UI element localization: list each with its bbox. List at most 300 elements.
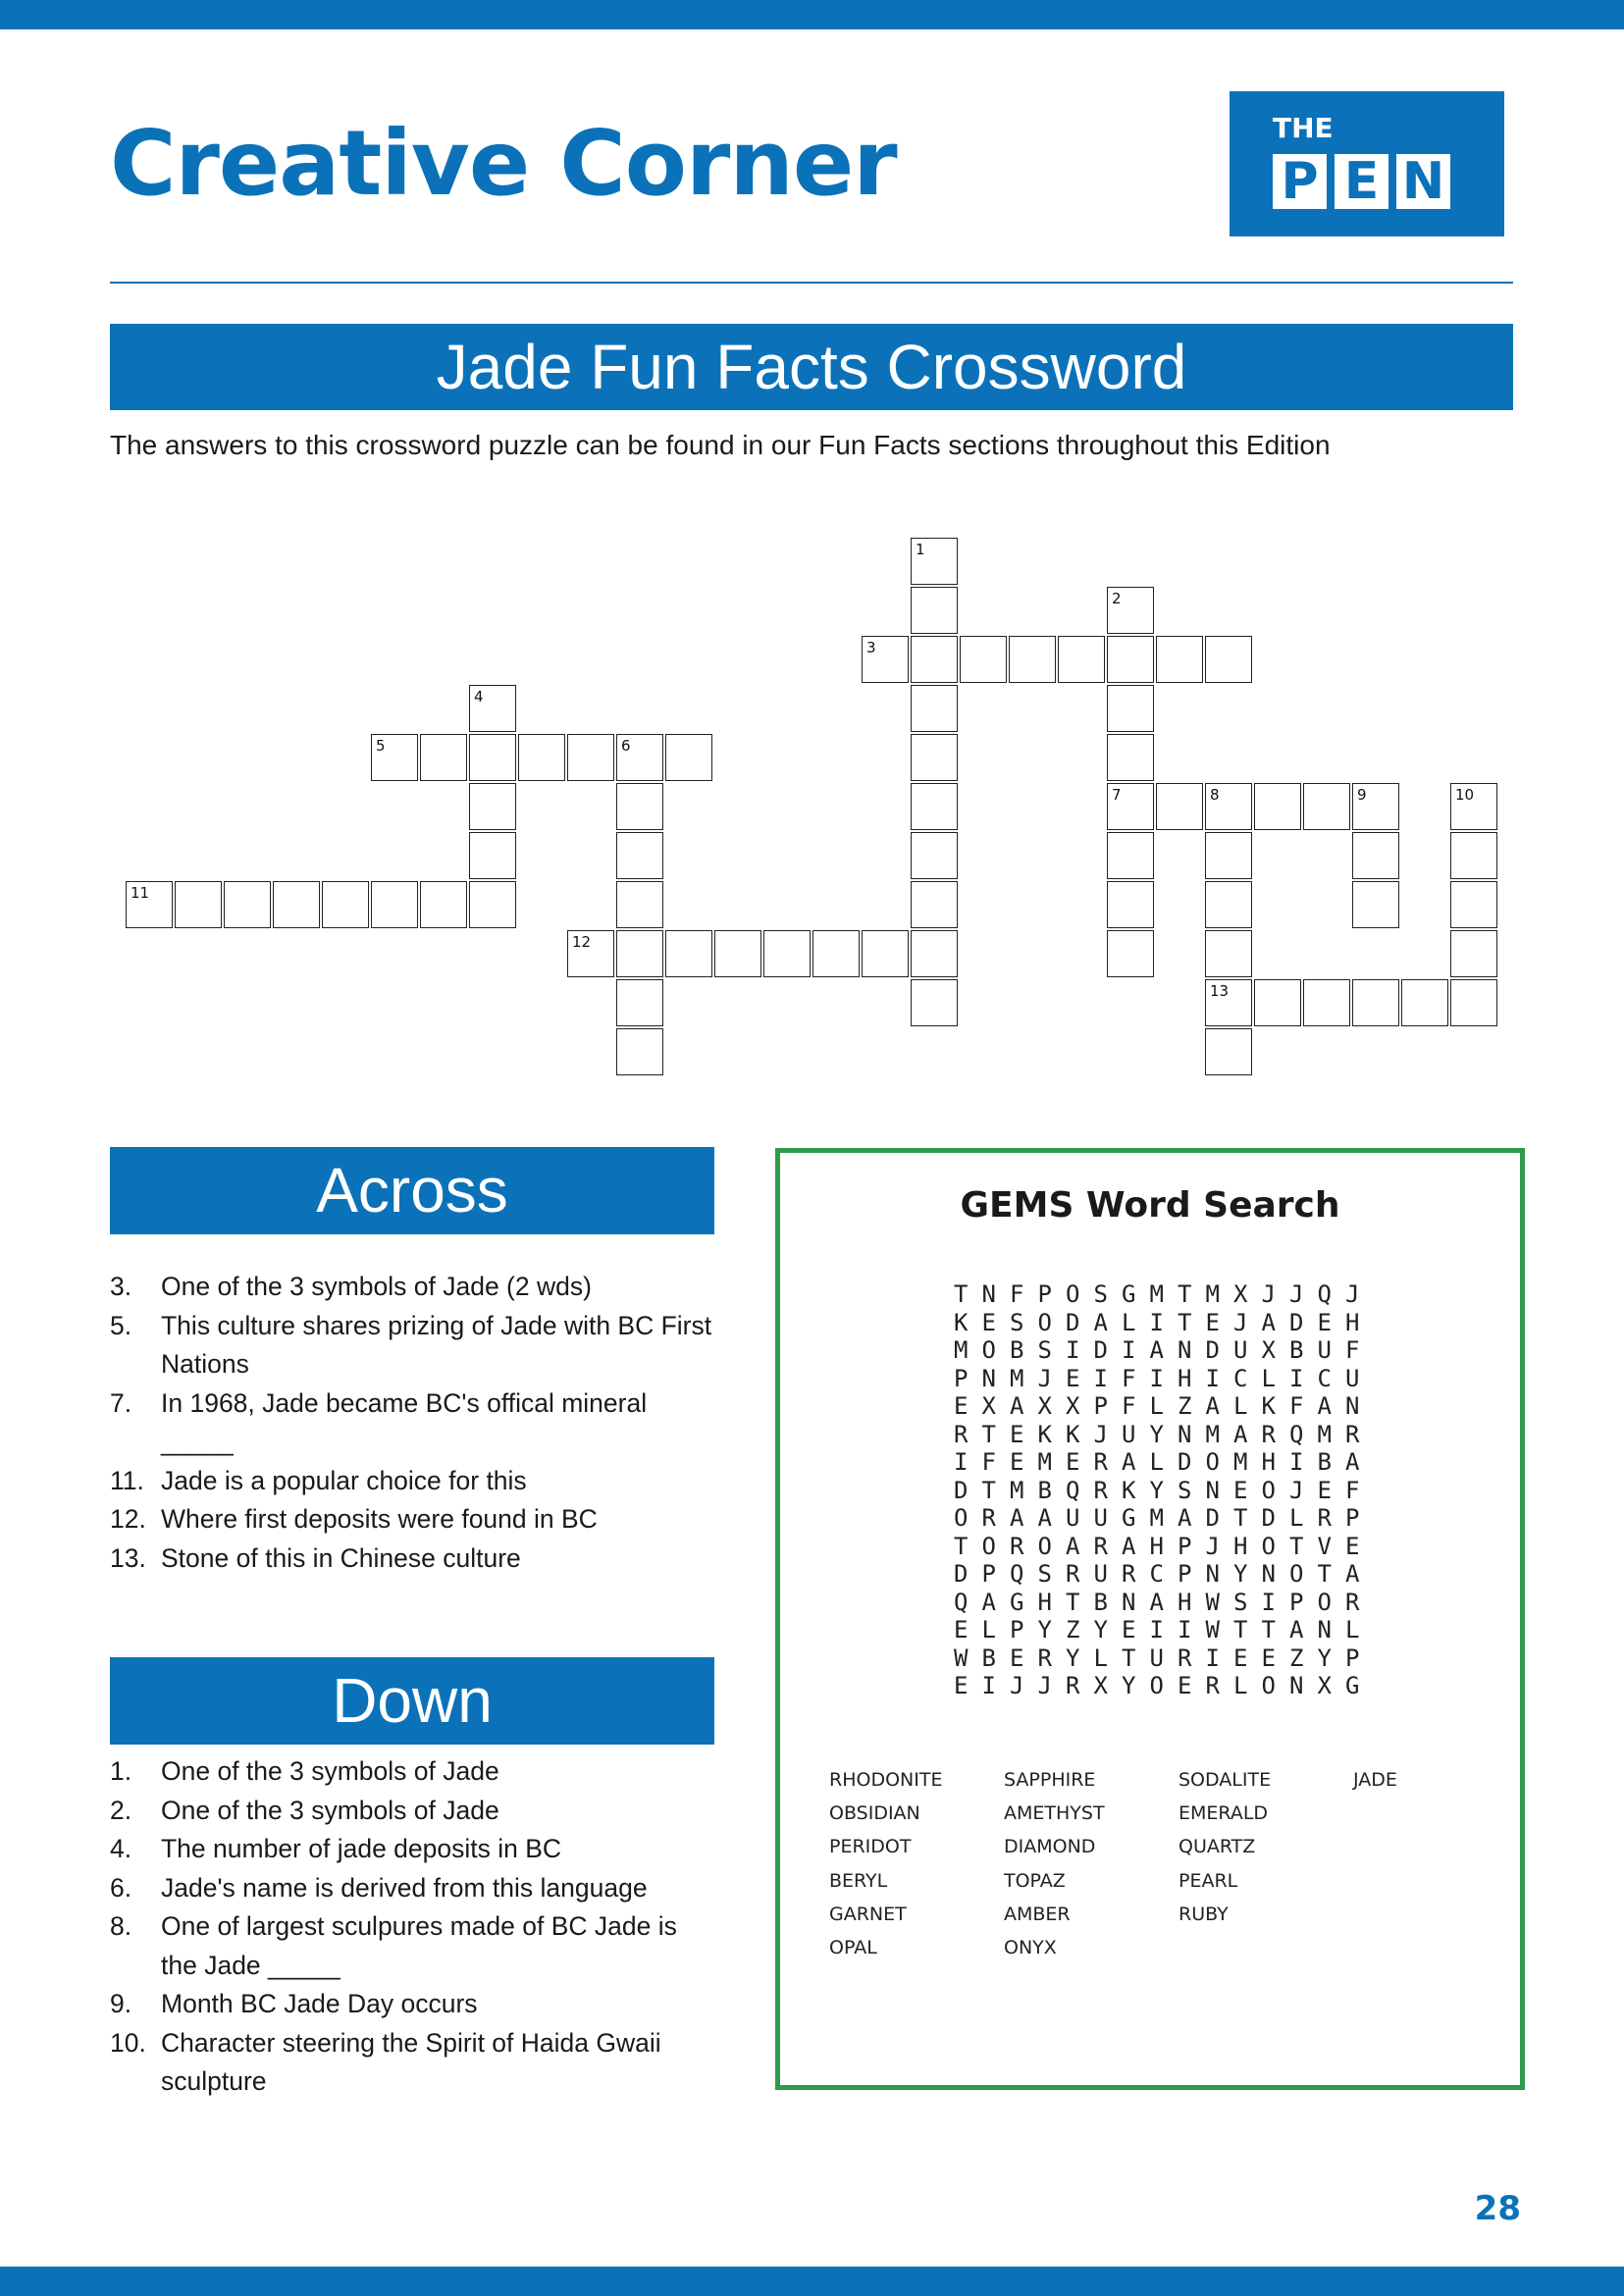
crossword-cell[interactable] [371, 881, 418, 928]
word-search-letter[interactable]: T [1233, 1504, 1248, 1532]
word-search-letter[interactable]: O [954, 1504, 969, 1532]
word-search-letter[interactable]: I [1149, 1308, 1164, 1336]
word-search-letter[interactable]: A [1233, 1420, 1248, 1448]
word-search-letter[interactable]: Y [1122, 1672, 1136, 1699]
word-search-letter[interactable]: N [1261, 1560, 1276, 1588]
crossword-cell[interactable] [911, 881, 958, 928]
crossword-cell[interactable] [1107, 881, 1154, 928]
word-search-letter[interactable]: H [1149, 1532, 1164, 1560]
word-search-letter[interactable]: L [1233, 1392, 1248, 1420]
word-search-letter[interactable]: Q [1010, 1560, 1024, 1588]
word-search-letter[interactable]: A [1093, 1308, 1108, 1336]
word-search-letter[interactable]: E [1261, 1644, 1276, 1672]
crossword-cell[interactable] [862, 930, 909, 977]
word-search-letter[interactable]: D [954, 1476, 969, 1504]
word-search-letter[interactable]: Y [1149, 1476, 1164, 1504]
word-search-letter[interactable]: Q [1317, 1280, 1332, 1308]
word-search-letter[interactable]: P [1345, 1644, 1360, 1672]
word-search-letter[interactable]: T [1261, 1616, 1276, 1644]
word-search-letter[interactable]: A [1066, 1532, 1080, 1560]
word-search-letter[interactable]: S [1178, 1476, 1192, 1504]
word-search-letter[interactable]: L [1093, 1644, 1108, 1672]
word-search-letter[interactable]: R [1037, 1644, 1052, 1672]
word-search-letter[interactable]: S [1233, 1588, 1248, 1616]
word-search-letter[interactable]: U [1122, 1420, 1136, 1448]
word-search-letter[interactable]: E [954, 1616, 969, 1644]
crossword-cell[interactable] [175, 881, 222, 928]
word-search-letter[interactable]: M [1317, 1420, 1332, 1448]
word-search-letter[interactable]: A [1178, 1504, 1192, 1532]
crossword-cell[interactable] [1156, 636, 1203, 683]
word-search-letter[interactable]: N [1289, 1672, 1304, 1699]
word-search-letter[interactable]: R [1066, 1672, 1080, 1699]
word-search-letter[interactable]: O [981, 1336, 996, 1364]
word-search-letter[interactable]: P [954, 1364, 969, 1392]
word-search-letter[interactable]: W [1205, 1616, 1220, 1644]
crossword-cell[interactable] [1205, 636, 1252, 683]
crossword-cell[interactable] [1107, 930, 1154, 977]
word-search-letter[interactable]: R [954, 1420, 969, 1448]
word-search-letter[interactable]: D [1066, 1308, 1080, 1336]
word-search-letter[interactable]: S [1037, 1560, 1052, 1588]
word-search-letter[interactable]: O [1205, 1448, 1220, 1476]
word-search-letter[interactable]: J [1037, 1672, 1052, 1699]
word-search-letter[interactable]: F [981, 1448, 996, 1476]
word-search-letter[interactable]: E [954, 1672, 969, 1699]
crossword-cell[interactable] [665, 734, 712, 781]
word-search-letter[interactable]: B [1093, 1588, 1108, 1616]
crossword-cell[interactable] [616, 881, 663, 928]
word-search-letter[interactable]: B [981, 1644, 996, 1672]
word-search-letter[interactable]: N [1122, 1588, 1136, 1616]
crossword-cell[interactable] [911, 538, 958, 585]
word-search-letter[interactable]: U [1066, 1504, 1080, 1532]
word-search-letter[interactable]: C [1317, 1364, 1332, 1392]
word-search-letter[interactable]: P [1037, 1280, 1052, 1308]
word-search-letter[interactable]: A [1149, 1336, 1164, 1364]
word-search-letter[interactable]: A [1010, 1504, 1024, 1532]
word-search-letter[interactable]: X [981, 1392, 996, 1420]
word-search-letter[interactable]: Z [1066, 1616, 1080, 1644]
word-search-letter[interactable]: U [1233, 1336, 1248, 1364]
word-search-letter[interactable]: Y [1149, 1420, 1164, 1448]
word-search-letter[interactable]: N [1205, 1560, 1220, 1588]
crossword-cell[interactable] [1205, 1028, 1252, 1075]
word-search-letter[interactable]: E [1066, 1364, 1080, 1392]
crossword-cell[interactable] [763, 930, 811, 977]
word-search-letter[interactable]: O [1149, 1672, 1164, 1699]
crossword-cell[interactable] [1450, 979, 1497, 1026]
word-search-letter[interactable]: O [1037, 1532, 1052, 1560]
word-search-letter[interactable]: T [1178, 1280, 1192, 1308]
word-search-letter[interactable]: E [1178, 1672, 1192, 1699]
word-search-letter[interactable]: B [1010, 1336, 1024, 1364]
word-search-letter[interactable]: Z [1289, 1644, 1304, 1672]
crossword-cell[interactable] [1254, 783, 1301, 830]
word-search-letter[interactable]: T [1122, 1644, 1136, 1672]
word-search-letter[interactable]: R [1066, 1560, 1080, 1588]
crossword-cell[interactable] [911, 783, 958, 830]
word-search-letter[interactable]: A [1037, 1504, 1052, 1532]
crossword-cell[interactable] [1352, 783, 1399, 830]
word-search-letter[interactable]: M [954, 1336, 969, 1364]
word-search-letter[interactable]: N [981, 1364, 996, 1392]
crossword-cell[interactable] [1450, 783, 1497, 830]
word-search-letter[interactable]: R [981, 1504, 996, 1532]
crossword-cell[interactable] [1156, 783, 1203, 830]
word-search-letter[interactable]: P [1178, 1560, 1192, 1588]
crossword-cell[interactable] [273, 881, 320, 928]
word-search-letter[interactable]: J [1205, 1532, 1220, 1560]
word-search-letter[interactable]: J [1093, 1420, 1108, 1448]
word-search-letter[interactable]: I [954, 1448, 969, 1476]
word-search-letter[interactable]: P [1345, 1504, 1360, 1532]
word-search-letter[interactable]: Q [954, 1588, 969, 1616]
word-search-letter[interactable]: Y [1037, 1616, 1052, 1644]
word-search-letter[interactable]: X [1037, 1392, 1052, 1420]
word-search-letter[interactable]: W [954, 1644, 969, 1672]
word-search-letter[interactable]: N [1178, 1336, 1192, 1364]
crossword-cell[interactable] [469, 734, 516, 781]
word-search-letter[interactable]: H [1345, 1308, 1360, 1336]
word-search-letter[interactable]: T [954, 1532, 969, 1560]
word-search-letter[interactable]: U [1093, 1560, 1108, 1588]
word-search-letter[interactable]: M [1037, 1448, 1052, 1476]
word-search-letter[interactable]: B [1289, 1336, 1304, 1364]
word-search-letter[interactable]: O [1261, 1532, 1276, 1560]
word-search-letter[interactable]: J [1261, 1280, 1276, 1308]
word-search-letter[interactable]: D [1178, 1448, 1192, 1476]
word-search-letter[interactable]: Z [1178, 1392, 1192, 1420]
word-search-letter[interactable]: T [981, 1420, 996, 1448]
word-search-letter[interactable]: G [1010, 1588, 1024, 1616]
word-search-letter[interactable]: F [1289, 1392, 1304, 1420]
crossword-cell[interactable] [714, 930, 761, 977]
crossword-cell[interactable] [1205, 979, 1252, 1026]
crossword-cell[interactable] [1303, 979, 1350, 1026]
word-search-letter[interactable]: X [1093, 1672, 1108, 1699]
word-search-letter[interactable]: I [1066, 1336, 1080, 1364]
crossword-cell[interactable] [911, 979, 958, 1026]
crossword-cell[interactable] [616, 930, 663, 977]
word-search-letter[interactable]: O [1261, 1476, 1276, 1504]
word-search-letter[interactable]: P [1289, 1588, 1304, 1616]
word-search-letter[interactable]: A [1345, 1448, 1360, 1476]
crossword-cell[interactable] [1450, 881, 1497, 928]
word-search-letter[interactable]: D [1261, 1504, 1276, 1532]
word-search-letter[interactable]: I [1122, 1336, 1136, 1364]
crossword-cell[interactable] [1254, 979, 1301, 1026]
word-search-letter[interactable]: F [1010, 1280, 1024, 1308]
word-search-letter[interactable]: K [954, 1308, 969, 1336]
word-search-letter[interactable]: R [1317, 1504, 1332, 1532]
word-search-letter[interactable]: U [1345, 1364, 1360, 1392]
word-search-letter[interactable]: Q [1066, 1476, 1080, 1504]
crossword-cell[interactable] [1352, 881, 1399, 928]
word-search-letter[interactable]: O [1066, 1280, 1080, 1308]
word-search-letter[interactable]: G [1122, 1504, 1136, 1532]
word-search-letter[interactable]: M [1205, 1420, 1220, 1448]
word-search-letter[interactable]: Q [1289, 1420, 1304, 1448]
word-search-letter[interactable]: O [1289, 1560, 1304, 1588]
word-search-letter[interactable]: C [1233, 1364, 1248, 1392]
crossword-cell[interactable] [812, 930, 860, 977]
word-search-letter[interactable]: R [1178, 1644, 1192, 1672]
word-search-letter[interactable]: E [1010, 1448, 1024, 1476]
word-search-letter[interactable]: X [1261, 1336, 1276, 1364]
word-search-letter[interactable]: I [1149, 1616, 1164, 1644]
word-search-letter[interactable]: A [1149, 1588, 1164, 1616]
crossword-cell[interactable] [567, 930, 614, 977]
word-search-letter[interactable]: M [1233, 1448, 1248, 1476]
word-search-letter[interactable]: T [1233, 1616, 1248, 1644]
word-search-letter[interactable]: T [1289, 1532, 1304, 1560]
word-search-letter[interactable]: N [1317, 1616, 1332, 1644]
word-search-letter[interactable]: E [1345, 1532, 1360, 1560]
word-search-letter[interactable]: C [1149, 1560, 1164, 1588]
word-search-letter[interactable]: E [1010, 1420, 1024, 1448]
word-search-letter[interactable]: T [981, 1476, 996, 1504]
word-search-letter[interactable]: I [1205, 1644, 1220, 1672]
word-search-letter[interactable]: J [1345, 1280, 1360, 1308]
crossword-cell[interactable] [322, 881, 369, 928]
word-search-letter[interactable]: T [1317, 1560, 1332, 1588]
word-search-letter[interactable]: P [1178, 1532, 1192, 1560]
word-search-letter[interactable]: M [1010, 1476, 1024, 1504]
word-search-letter[interactable]: J [1010, 1672, 1024, 1699]
word-search-letter[interactable]: R [1093, 1532, 1108, 1560]
word-search-letter[interactable]: X [1233, 1280, 1248, 1308]
word-search-letter[interactable]: R [1261, 1420, 1276, 1448]
word-search-letter[interactable]: E [1205, 1308, 1220, 1336]
word-search-letter[interactable]: J [1289, 1280, 1304, 1308]
word-search-letter[interactable]: R [1345, 1420, 1360, 1448]
crossword-cell[interactable] [1205, 881, 1252, 928]
word-search-letter[interactable]: L [1345, 1616, 1360, 1644]
word-search-letter[interactable]: L [981, 1616, 996, 1644]
word-search-letter[interactable]: P [981, 1560, 996, 1588]
word-search-letter[interactable]: T [954, 1280, 969, 1308]
word-search-letter[interactable]: Y [1066, 1644, 1080, 1672]
word-search-letter[interactable]: P [1093, 1392, 1108, 1420]
word-search-letter[interactable]: A [1122, 1532, 1136, 1560]
crossword-cell[interactable] [469, 881, 516, 928]
word-search-letter[interactable]: R [1093, 1448, 1108, 1476]
word-search-letter[interactable]: E [1317, 1476, 1332, 1504]
word-search-letter[interactable]: D [954, 1560, 969, 1588]
word-search-letter[interactable]: K [1261, 1392, 1276, 1420]
crossword-cell[interactable] [469, 685, 516, 732]
word-search-letter[interactable]: L [1149, 1392, 1164, 1420]
word-search-letter[interactable]: A [1317, 1392, 1332, 1420]
crossword-cell[interactable] [1107, 783, 1154, 830]
word-search-letter[interactable]: M [1010, 1364, 1024, 1392]
crossword-cell[interactable] [1352, 832, 1399, 879]
word-search-letter[interactable]: D [1205, 1336, 1220, 1364]
word-search-letter[interactable]: N [981, 1280, 996, 1308]
word-search-letter[interactable]: A [981, 1588, 996, 1616]
word-search-letter[interactable]: E [954, 1392, 969, 1420]
crossword-cell[interactable] [862, 636, 909, 683]
crossword-cell[interactable] [616, 1028, 663, 1075]
word-search-letter[interactable]: A [1010, 1392, 1024, 1420]
word-search-letter[interactable]: U [1317, 1336, 1332, 1364]
word-search-letter[interactable]: L [1149, 1448, 1164, 1476]
crossword-cell[interactable] [911, 636, 958, 683]
word-search-letter[interactable]: A [1261, 1308, 1276, 1336]
word-search-letter[interactable]: W [1205, 1588, 1220, 1616]
word-search-letter[interactable]: K [1066, 1420, 1080, 1448]
crossword-cell[interactable] [420, 734, 467, 781]
word-search-letter[interactable]: E [1122, 1616, 1136, 1644]
word-search-letter[interactable]: J [1037, 1364, 1052, 1392]
crossword-cell[interactable] [469, 832, 516, 879]
word-search-letter[interactable]: O [981, 1532, 996, 1560]
word-search-letter[interactable]: K [1037, 1420, 1052, 1448]
crossword-cell[interactable] [616, 734, 663, 781]
word-search-letter[interactable]: I [1178, 1616, 1192, 1644]
word-search-letter[interactable]: Y [1317, 1644, 1332, 1672]
word-search-letter[interactable]: R [1122, 1560, 1136, 1588]
crossword-cell[interactable] [616, 832, 663, 879]
word-search-letter[interactable]: S [1037, 1336, 1052, 1364]
word-search-letter[interactable]: E [1066, 1448, 1080, 1476]
crossword-cell[interactable] [567, 734, 614, 781]
word-search-letter[interactable]: U [1093, 1504, 1108, 1532]
word-search-letter[interactable]: X [1317, 1672, 1332, 1699]
crossword-cell[interactable] [1352, 979, 1399, 1026]
word-search-letter[interactable]: R [1205, 1672, 1220, 1699]
crossword-cell[interactable] [1450, 832, 1497, 879]
word-search-letter[interactable]: I [1289, 1364, 1304, 1392]
word-search-letter[interactable]: B [1317, 1448, 1332, 1476]
word-search-letter[interactable]: M [1149, 1280, 1164, 1308]
word-search-letter[interactable]: E [1317, 1308, 1332, 1336]
word-search-letter[interactable]: P [1010, 1616, 1024, 1644]
word-search-letter[interactable]: A [1289, 1616, 1304, 1644]
crossword-cell[interactable] [420, 881, 467, 928]
word-search-letter[interactable]: S [1093, 1280, 1108, 1308]
word-search-letter[interactable]: T [1178, 1308, 1192, 1336]
word-search-letter[interactable]: D [1205, 1504, 1220, 1532]
crossword-cell[interactable] [371, 734, 418, 781]
crossword-cell[interactable] [616, 783, 663, 830]
word-search-letter[interactable]: L [1122, 1308, 1136, 1336]
word-search-letter[interactable]: L [1233, 1672, 1248, 1699]
crossword-cell[interactable] [960, 636, 1007, 683]
word-search-letter[interactable]: H [1233, 1532, 1248, 1560]
word-search-letter[interactable]: M [1205, 1280, 1220, 1308]
word-search-letter[interactable]: F [1345, 1336, 1360, 1364]
word-search-letter[interactable]: L [1289, 1504, 1304, 1532]
word-search-letter[interactable]: V [1317, 1532, 1332, 1560]
word-search-letter[interactable]: A [1205, 1392, 1220, 1420]
word-search-letter[interactable]: I [1205, 1364, 1220, 1392]
crossword-cell[interactable] [469, 783, 516, 830]
word-search-letter[interactable]: L [1261, 1364, 1276, 1392]
word-search-letter[interactable]: N [1345, 1392, 1360, 1420]
word-search-letter[interactable]: Y [1233, 1560, 1248, 1588]
word-search-letter[interactable]: I [1289, 1448, 1304, 1476]
word-search-letter[interactable]: I [1093, 1364, 1108, 1392]
crossword-cell[interactable] [1450, 930, 1497, 977]
crossword-cell[interactable] [1107, 832, 1154, 879]
word-search-letter[interactable]: R [1010, 1532, 1024, 1560]
crossword-cell[interactable] [1205, 832, 1252, 879]
crossword-cell[interactable] [126, 881, 173, 928]
word-search-letter[interactable]: X [1066, 1392, 1080, 1420]
word-search-letter[interactable]: E [1233, 1476, 1248, 1504]
word-search-letter[interactable]: T [1066, 1588, 1080, 1616]
word-search-letter[interactable]: R [1093, 1476, 1108, 1504]
word-search-letter[interactable]: F [1345, 1476, 1360, 1504]
word-search-letter[interactable]: H [1037, 1588, 1052, 1616]
crossword-cell[interactable] [1107, 685, 1154, 732]
word-search-letter[interactable]: E [981, 1308, 996, 1336]
word-search-letter[interactable]: S [1010, 1308, 1024, 1336]
crossword-cell[interactable] [1107, 734, 1154, 781]
crossword-cell[interactable] [518, 734, 565, 781]
word-search-letter[interactable]: N [1205, 1476, 1220, 1504]
word-search-letter[interactable]: O [1261, 1672, 1276, 1699]
word-search-letter[interactable]: H [1178, 1588, 1192, 1616]
word-search-letter[interactable]: H [1178, 1364, 1192, 1392]
word-search-letter[interactable]: D [1289, 1308, 1304, 1336]
crossword-cell[interactable] [911, 930, 958, 977]
word-search-letter[interactable]: E [1010, 1644, 1024, 1672]
word-search-letter[interactable]: A [1345, 1560, 1360, 1588]
word-search-letter[interactable]: G [1122, 1280, 1136, 1308]
crossword-cell[interactable] [665, 930, 712, 977]
word-search-letter[interactable]: O [1037, 1308, 1052, 1336]
word-search-letter[interactable]: F [1122, 1364, 1136, 1392]
word-search-letter[interactable]: I [1261, 1588, 1276, 1616]
word-search-letter[interactable]: J [1233, 1308, 1248, 1336]
word-search-letter[interactable]: J [1289, 1476, 1304, 1504]
word-search-letter[interactable]: F [1122, 1392, 1136, 1420]
word-search-letter[interactable]: U [1149, 1644, 1164, 1672]
crossword-cell[interactable] [1205, 783, 1252, 830]
crossword-cell[interactable] [1107, 636, 1154, 683]
crossword-cell[interactable] [911, 685, 958, 732]
word-search-letter[interactable]: I [1149, 1364, 1164, 1392]
crossword-cell[interactable] [616, 979, 663, 1026]
word-search-letter[interactable]: G [1345, 1672, 1360, 1699]
crossword-cell[interactable] [1205, 930, 1252, 977]
word-search-letter[interactable]: E [1233, 1644, 1248, 1672]
word-search-letter[interactable]: K [1122, 1476, 1136, 1504]
word-search-letter[interactable]: M [1149, 1504, 1164, 1532]
crossword-cell[interactable] [1107, 587, 1154, 634]
crossword-cell[interactable] [911, 832, 958, 879]
crossword-cell[interactable] [1009, 636, 1056, 683]
crossword-cell[interactable] [911, 587, 958, 634]
word-search-letter[interactable]: H [1261, 1448, 1276, 1476]
word-search-letter[interactable]: Y [1093, 1616, 1108, 1644]
crossword-cell[interactable] [911, 734, 958, 781]
crossword-cell[interactable] [1058, 636, 1105, 683]
word-search-letter[interactable]: A [1122, 1448, 1136, 1476]
word-search-letter[interactable]: D [1093, 1336, 1108, 1364]
crossword-cell[interactable] [1303, 783, 1350, 830]
crossword-cell[interactable] [1401, 979, 1448, 1026]
crossword-cell[interactable] [224, 881, 271, 928]
word-search-letter[interactable]: B [1037, 1476, 1052, 1504]
word-search-letter[interactable]: O [1317, 1588, 1332, 1616]
word-search-letter[interactable]: I [981, 1672, 996, 1699]
word-search-letter[interactable]: R [1345, 1588, 1360, 1616]
word-search-letter[interactable]: N [1178, 1420, 1192, 1448]
